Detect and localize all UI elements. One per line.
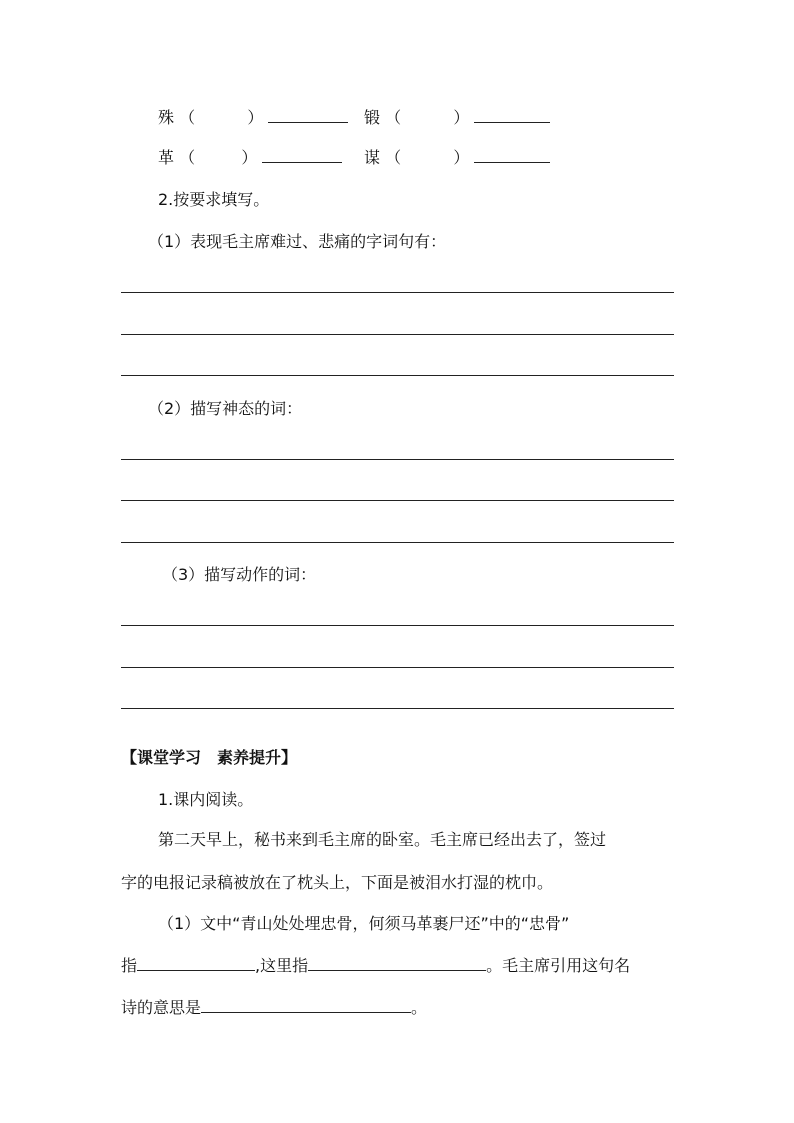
passage-line-1: 第二天早上，秘书来到毛主席的卧室。毛主席已经出去了，签过	[158, 830, 607, 849]
q2-part-2-label: （2）描写神态的词：	[148, 399, 303, 418]
question-1-end: 。毛主席引用这句名	[486, 956, 631, 975]
answer-line[interactable]	[121, 500, 674, 501]
section-title: 【课堂学习 素养提升】	[121, 748, 298, 767]
q2-part-1-label: （1）表现毛主席难过、悲痛的字词句有：	[148, 232, 447, 251]
q2-part-3-label: （3）描写动作的词：	[162, 565, 317, 584]
answer-line[interactable]	[121, 292, 674, 293]
question-1-line-3-end: 。	[411, 998, 428, 1017]
answer-line[interactable]	[121, 667, 674, 668]
answer-blank[interactable]	[137, 956, 255, 971]
char-3: 革	[158, 148, 175, 167]
char-row-2-right	[364, 148, 550, 168]
paren-close: ）	[241, 148, 258, 167]
char-4: 谋	[364, 148, 381, 167]
question-1-line-2	[121, 956, 630, 976]
char-1: 殊	[158, 108, 175, 127]
paren-open: （	[179, 108, 196, 127]
answer-blank[interactable]	[268, 108, 348, 123]
char-row-1-left	[158, 108, 348, 128]
answer-blank[interactable]	[308, 956, 486, 971]
char-2: 锻	[364, 108, 381, 127]
question-1-line-1: （1）文中“青山处处埋忠骨，何须马革裹尸还”中的“忠骨”	[158, 914, 570, 933]
answer-blank[interactable]	[201, 998, 411, 1013]
char-row-2-left	[158, 148, 342, 168]
question-1-zhi: 指	[121, 956, 138, 975]
q2-title: 2.按要求填写。	[158, 190, 270, 209]
answer-line[interactable]	[121, 542, 674, 543]
answer-blank[interactable]	[262, 148, 342, 163]
question-1-line-3	[121, 998, 427, 1018]
paren-close: ）	[247, 108, 264, 127]
question-1-mid: ,这里指	[255, 956, 309, 975]
answer-line[interactable]	[121, 625, 674, 626]
paren-open: （	[385, 148, 402, 167]
paren-open: （	[179, 148, 196, 167]
answer-line[interactable]	[121, 334, 674, 335]
answer-blank[interactable]	[474, 108, 550, 123]
answer-line[interactable]	[121, 708, 674, 709]
char-row-1-right	[364, 108, 550, 128]
answer-line[interactable]	[121, 375, 674, 376]
passage-line-2: 字的电报记录稿被放在了枕头上，下面是被泪水打湿的枕巾。	[121, 873, 554, 892]
reading-title: 1.课内阅读。	[158, 790, 254, 809]
answer-blank[interactable]	[474, 148, 550, 163]
paren-close: ）	[453, 108, 470, 127]
answer-line[interactable]	[121, 459, 674, 460]
question-1-line-3-start: 诗的意思是	[121, 998, 202, 1017]
paren-open: （	[385, 108, 402, 127]
paren-close: ）	[453, 148, 470, 167]
